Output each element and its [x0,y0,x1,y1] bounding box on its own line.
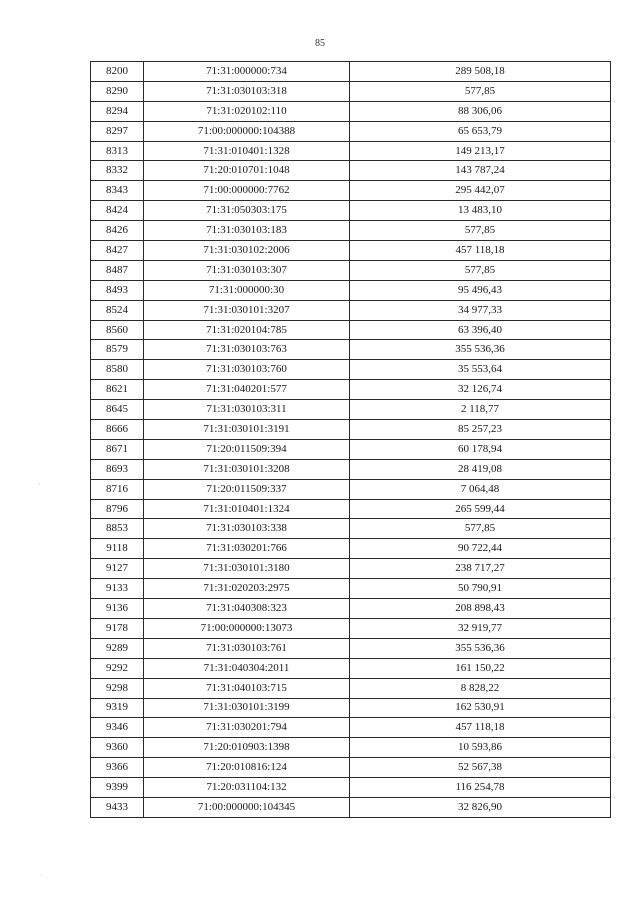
cadastral-value-cell: 7 064,48 [350,479,611,499]
table-row [91,718,611,738]
table-row [91,340,611,360]
cadastral-number-cell: 71:31:030101:3208 [144,459,350,479]
table-row [91,81,611,101]
table-row [91,260,611,280]
cadastral-value-cell: 355 536,36 [350,638,611,658]
table-row [91,420,611,440]
cadastral-number-cell: 71:31:010401:1328 [144,141,350,161]
cadastral-value-cell: 238 717,27 [350,559,611,579]
cadastral-number-cell: 71:31:030103:763 [144,340,350,360]
cadastral-number-cell: 71:31:030103:760 [144,360,350,380]
row-number-cell: 9319 [91,698,144,718]
table-row [91,638,611,658]
cadastral-number-cell: 71:31:030101:3199 [144,698,350,718]
table-row [91,618,611,638]
cadastral-number-cell: 71:31:000000:734 [144,62,350,82]
cadastral-value-cell: 95 496,43 [350,280,611,300]
table-row [91,62,611,82]
cadastral-number-cell: 71:20:010816:124 [144,758,350,778]
page-number: 85 [315,38,325,49]
cadastral-value-cell: 208 898,43 [350,599,611,619]
scan-speck: · [38,480,41,488]
row-number-cell: 8200 [91,62,144,82]
table-row [91,678,611,698]
cadastral-number-cell: 71:31:030103:307 [144,260,350,280]
cadastral-value-cell: 28 419,08 [350,459,611,479]
cadastral-number-cell: 71:31:040308:323 [144,599,350,619]
row-number-cell: 8621 [91,380,144,400]
row-number-cell: 8671 [91,439,144,459]
table-row [91,121,611,141]
cadastral-value-cell: 2 118,77 [350,400,611,420]
cadastral-value-cell: 577,85 [350,519,611,539]
row-number-cell: 9127 [91,559,144,579]
table-row [91,221,611,241]
table-row [91,738,611,758]
table-row [91,658,611,678]
row-number-cell: 9118 [91,539,144,559]
table-row [91,479,611,499]
cadastral-value-cell: 162 530,91 [350,698,611,718]
cadastral-value-cell: 295 442,07 [350,181,611,201]
row-number-cell: 8290 [91,81,144,101]
table-row [91,599,611,619]
cadastral-number-cell: 71:31:030101:3191 [144,420,350,440]
row-number-cell: 9133 [91,579,144,599]
cadastral-value-cell: 85 257,23 [350,420,611,440]
scan-speck: · [40,872,43,880]
table-row [91,141,611,161]
table-row [91,519,611,539]
row-number-cell: 9399 [91,778,144,798]
cadastral-number-cell: 71:31:040103:715 [144,678,350,698]
cadastral-number-cell: 71:20:031104:132 [144,778,350,798]
table-row [91,400,611,420]
cadastral-value-cell: 35 553,64 [350,360,611,380]
row-number-cell: 9178 [91,618,144,638]
row-number-cell: 8579 [91,340,144,360]
cadastral-number-cell: 71:31:040201:577 [144,380,350,400]
table-row [91,439,611,459]
row-number-cell: 8666 [91,420,144,440]
row-number-cell: 8294 [91,101,144,121]
row-number-cell: 8693 [91,459,144,479]
cadastral-number-cell: 71:20:010903:1398 [144,738,350,758]
cadastral-value-cell: 265 599,44 [350,499,611,519]
cadastral-value-cell: 457 118,18 [350,718,611,738]
table-row [91,241,611,261]
row-number-cell: 9346 [91,718,144,738]
table-row [91,280,611,300]
row-number-cell: 8493 [91,280,144,300]
row-number-cell: 8716 [91,479,144,499]
row-number-cell: 8427 [91,241,144,261]
table-row [91,758,611,778]
cadastral-number-cell: 71:31:030103:183 [144,221,350,241]
cadastral-number-cell: 71:20:010701:1048 [144,161,350,181]
table-row [91,579,611,599]
cadastral-number-cell: 71:20:011509:394 [144,439,350,459]
cadastral-value-cell: 161 150,22 [350,658,611,678]
row-number-cell: 8313 [91,141,144,161]
row-number-cell: 9136 [91,599,144,619]
cadastral-value-cell: 355 536,36 [350,340,611,360]
table-row [91,499,611,519]
cadastral-number-cell: 71:31:030103:338 [144,519,350,539]
row-number-cell: 8560 [91,320,144,340]
cadastral-number-cell: 71:31:040304:2011 [144,658,350,678]
cadastral-number-cell: 71:20:011509:337 [144,479,350,499]
table-row [91,300,611,320]
cadastral-number-cell: 71:31:020102:110 [144,101,350,121]
cadastral-value-cell: 457 118,18 [350,241,611,261]
cadastral-value-cell: 34 977,33 [350,300,611,320]
cadastral-value-cell: 10 593,86 [350,738,611,758]
row-number-cell: 9433 [91,797,144,817]
cadastral-number-cell: 71:31:030101:3180 [144,559,350,579]
row-number-cell: 8580 [91,360,144,380]
cadastral-value-cell: 65 653,79 [350,121,611,141]
cadastral-value-cell: 577,85 [350,221,611,241]
cadastral-number-cell: 71:31:010401:1324 [144,499,350,519]
cadastral-value-cell: 90 722,44 [350,539,611,559]
table-row [91,161,611,181]
cadastral-number-cell: 71:31:030103:761 [144,638,350,658]
row-number-cell: 8426 [91,221,144,241]
cadastral-number-cell: 71:31:030201:794 [144,718,350,738]
table-row [91,380,611,400]
cadastral-value-cell: 50 790,91 [350,579,611,599]
row-number-cell: 8343 [91,181,144,201]
table-row [91,698,611,718]
row-number-cell: 8524 [91,300,144,320]
row-number-cell: 8297 [91,121,144,141]
row-number-cell: 8487 [91,260,144,280]
table-row [91,181,611,201]
cadastral-value-cell: 116 254,78 [350,778,611,798]
cadastral-value-cell: 289 508,18 [350,62,611,82]
cadastral-value-cell: 143 787,24 [350,161,611,181]
cadastral-number-cell: 71:31:030103:318 [144,81,350,101]
cadastral-number-cell: 71:31:000000:30 [144,280,350,300]
cadastral-value-cell: 32 126,74 [350,380,611,400]
cadastral-value-cell: 149 213,17 [350,141,611,161]
cadastral-value-cell: 8 828,22 [350,678,611,698]
cadastral-value-cell: 88 306,06 [350,101,611,121]
table-row [91,201,611,221]
cadastral-number-cell: 71:31:030103:311 [144,400,350,420]
cadastral-number-cell: 71:00:000000:104388 [144,121,350,141]
cadastral-value-cell: 32 826,90 [350,797,611,817]
row-number-cell: 9366 [91,758,144,778]
cadastral-number-cell: 71:00:000000:104345 [144,797,350,817]
cadastral-value-table [90,61,611,818]
table-row [91,459,611,479]
cadastral-value-cell: 63 396,40 [350,320,611,340]
cadastral-number-cell: 71:00:000000:13073 [144,618,350,638]
cadastral-value-cell: 577,85 [350,260,611,280]
table-row [91,360,611,380]
table-row [91,539,611,559]
row-number-cell: 9292 [91,658,144,678]
row-number-cell: 9289 [91,638,144,658]
row-number-cell: 9360 [91,738,144,758]
cadastral-value-cell: 577,85 [350,81,611,101]
table-row [91,320,611,340]
cadastral-value-cell: 32 919,77 [350,618,611,638]
cadastral-number-cell: 71:00:000000:7762 [144,181,350,201]
cadastral-value-cell: 60 178,94 [350,439,611,459]
table-row [91,797,611,817]
table-row [91,101,611,121]
cadastral-value-cell: 13 483,10 [350,201,611,221]
cadastral-number-cell: 71:31:020203:2975 [144,579,350,599]
table-body [91,62,611,818]
cadastral-value-cell: 52 567,38 [350,758,611,778]
row-number-cell: 8332 [91,161,144,181]
cadastral-number-cell: 71:31:030102:2006 [144,241,350,261]
cadastral-number-cell: 71:31:030201:766 [144,539,350,559]
row-number-cell: 8796 [91,499,144,519]
table-row [91,559,611,579]
row-number-cell: 9298 [91,678,144,698]
table-row [91,778,611,798]
cadastral-number-cell: 71:31:050303:175 [144,201,350,221]
row-number-cell: 8853 [91,519,144,539]
cadastral-number-cell: 71:31:030101:3207 [144,300,350,320]
cadastral-number-cell: 71:31:020104:785 [144,320,350,340]
row-number-cell: 8645 [91,400,144,420]
row-number-cell: 8424 [91,201,144,221]
